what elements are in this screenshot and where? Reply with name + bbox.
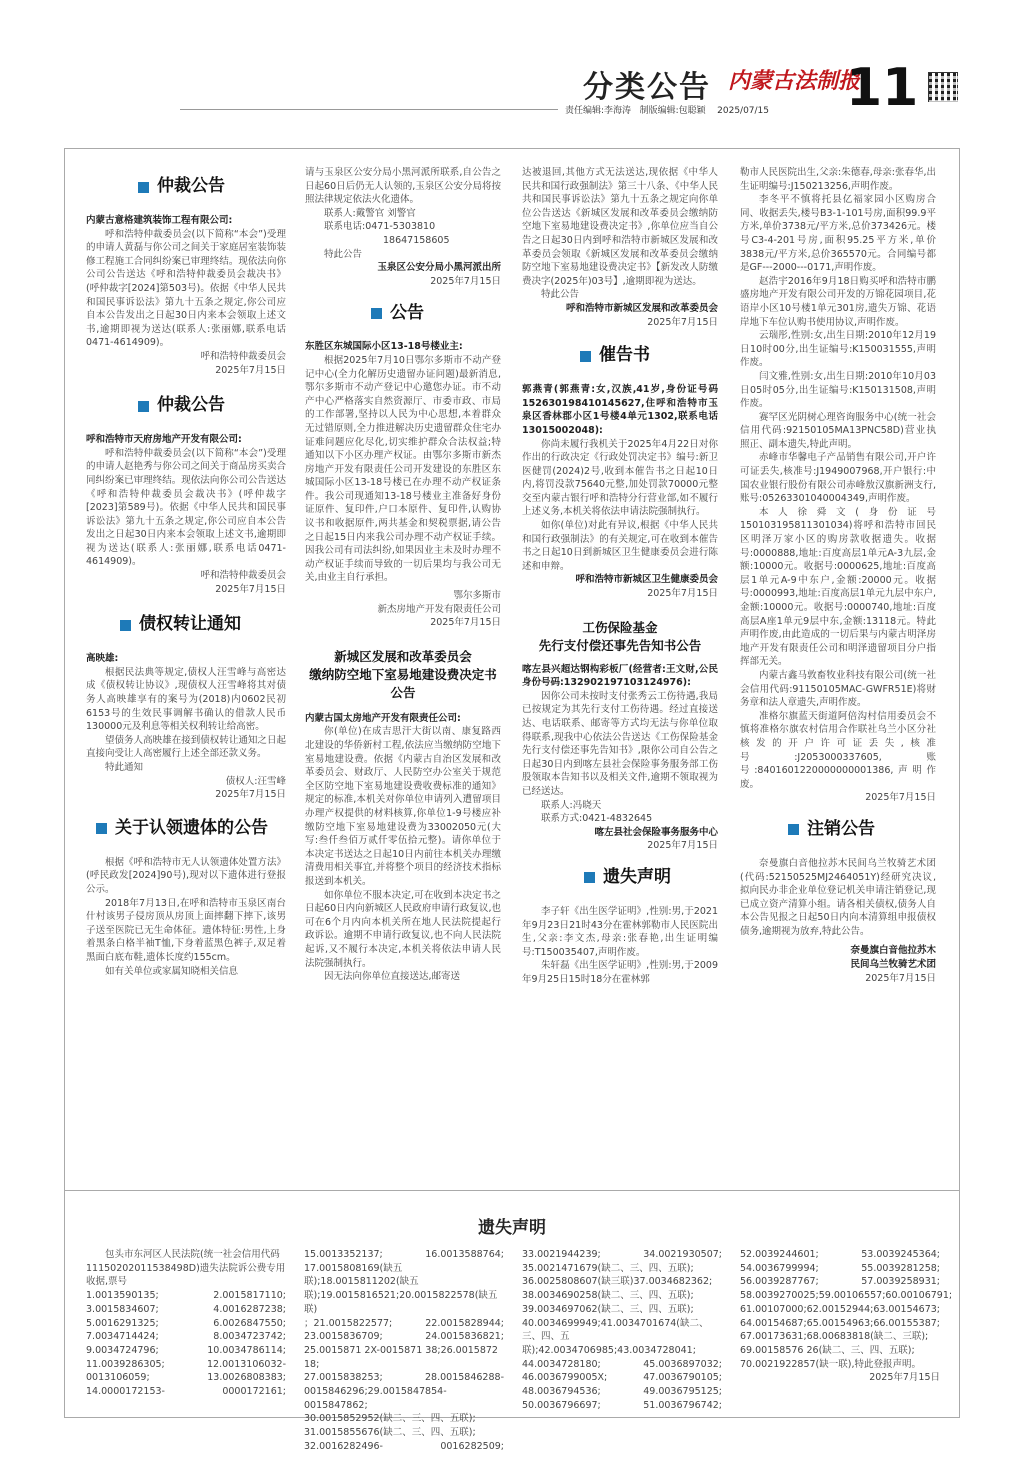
paragraph: 望债务人高映雄在接到债权转让通知之日起直接向受让人高密履行上述全部还款义务。 xyxy=(86,734,286,760)
receipt-number: 0000172161; xyxy=(222,1386,286,1398)
receipt-number: 5.0016291325; xyxy=(86,1317,159,1329)
receipt-number: 28.0015846288- xyxy=(425,1372,504,1384)
receipt-number: 54.0036799994; xyxy=(740,1262,819,1274)
paragraph: 达被退回,其他方式无法送达,现依据《中华人民共和国行政强制法》第三十八条、《中华人民共和国民事诉讼法》第九十五条之规定向你单位公告送达《新城区发展和改革委员会缴纳防空地下室易地建设费决定书》,你单位应当自公告之日起30日内到呼和浩特市新城区发展和改革委员会领取《新城区发展和改革委员会缴纳防空地下室易地建设费决定书》【新发改人防缴费决字(2025年)03号】,逾期即视为送达。 xyxy=(522,167,718,287)
receipt-number: 40.0034699949;41.0034701674(缺二、三、四、五联);42.0034706985;43.0034728041; xyxy=(522,1317,709,1356)
paragraph: 根据2025年7月10日鄂尔多斯市不动产登记中心(全力化解历史遗留办证问题)最新消息,鄂尔多斯市不动产登记中心邀您办证。市不动产中心严格落实自然资源厅、市委市政、市局的工作部署,坚持以人民为中心思想,本着群众无过错原则,全力推进解决历史遗留群众住宅办证难问题应化尽化,切实维护群众合法权益;特通知以下小区办理产权证。由鄂尔多斯市新杰房地产开发有限责任公司开发建设的东胜区东城国际小区13-18号楼已在办理不动产权证条件。我公司现通知13-18号楼业主准备好身份证原件、复印件,户口本原件、复印件,认购协议书和收据原件,两共基金和契税票据,请公告之日起15日内来我公司办理不动产权证手续。因我公司有司法纠纷,如果因业主未及时办理不动产权证手续而导致的一切后果均与我公司无关,由业主自行承担。 xyxy=(305,354,501,584)
addressee: 喀左县兴超达钢构彩板厂(经营者:王文财,公民身份号码:132902197103124976): xyxy=(522,663,718,689)
receipt-number: 64.00154687;65.00154963;66.00155387; xyxy=(740,1317,940,1329)
designer-credit: 制版编辑:包聪颖 xyxy=(639,106,706,116)
lost-receipt-row xyxy=(86,1330,286,1344)
lost-receipt-row xyxy=(740,1344,940,1358)
lost-notice-title: 遗失声明 xyxy=(478,1218,546,1238)
date: 2025年7月15日 xyxy=(647,588,718,600)
receipt-number: 35.0021471679(缺二、三、四、五联); xyxy=(522,1262,694,1274)
receipt-number: 47.0036790105; xyxy=(643,1372,722,1384)
paragraph: 赛罕区光阴树心理咨询服务中心(统一社会信用代码:92150105MA13PNC58D)营业执照正、副本遗失,特此声明。 xyxy=(740,411,936,450)
lost-receipt-row xyxy=(304,1371,504,1385)
paragraph: 呼和浩特仲裁委员会(以下简称“本会”)受理的申请人黄磊与你公司之间关于家庭居室装饰装修工程施工合同纠纷案已审理终结。现依法向你公司公告送达《呼和浩特仲裁委员会裁决书》(呼仲裁字[2024]第503号)。依据《中华人民共和国民事诉讼法》第九十五条之规定,你公司应自本公告发出之日起30日内来本会领取上述文书,逾期即视为送达(联系人:张丽娜,联系电话0471-4614909)。 xyxy=(86,228,286,349)
receipt-number: 0016282509; xyxy=(440,1440,504,1452)
paragraph: 闫文雅,性别:女,出生日期:2010年10月03日05时05分,出生证编号:K150131508,声明作废。 xyxy=(740,370,936,410)
editor-credit: 责任编辑:李海涛 xyxy=(565,106,632,116)
paragraph: 奈曼旗白音他拉苏木民间乌兰牧骑艺术团(代码:52150525MJ2464051Y)经研究决议,拟向民办非企业单位登记机关申请注销登记,现已成立资产清算小组。请各相关债权,债务人自本公告见报之日起50日内向本清算组申报债权债务,逾期视为放弃,特此公告。 xyxy=(740,857,936,937)
lost-receipt-row xyxy=(304,1344,504,1371)
lost-column-1 xyxy=(86,1248,286,1399)
lost-receipt-row xyxy=(86,1317,286,1331)
paragraph: 特此通知 xyxy=(105,762,144,773)
heading-arbitration-2: 仲裁公告 xyxy=(138,395,286,417)
addressee: 内蒙古国太房地产开发有限责任公司: xyxy=(305,712,461,724)
receipt-number: 55.0039281258; xyxy=(861,1262,940,1274)
receipt-number: 50.0036796697; xyxy=(522,1399,601,1411)
paragraph: 你尚未履行我机关于2025年4月22日对你作出的行政决定《行政处罚决定书》编号:新卫医健罚(2024)2号,收到本催告书之日起10日内,将罚没款75640元整,加处罚款70000元整交至内蒙古银行呼和浩特分行营业部,如不履行上述义务,本机关将依法申请法院强制执行。 xyxy=(522,438,718,518)
heading-arbitration-1: 仲裁公告 xyxy=(138,176,286,198)
lost-receipt-row xyxy=(304,1262,504,1317)
receipt-number: 36.0025808607(缺三联)37.0034682362; xyxy=(522,1276,713,1288)
receipt-number: 10.0034786114; xyxy=(207,1344,286,1356)
page-number: 11 xyxy=(846,58,919,118)
paragraph: 内蒙古鑫马敦畜牧业科技有限公司(统一社会信用代码:91150105MAC-GWFR51E)将财务章和法人章遗失,声明作废。 xyxy=(740,669,936,709)
lost-receipt-row xyxy=(522,1399,722,1413)
receipt-number: 17.0015808169(缺五联);18.0015811202(缺五联);19.0015816521;20.0015822578(缺五联) xyxy=(304,1262,498,1315)
receipt-number: 9.0034724796; xyxy=(86,1344,159,1356)
receipt-number: 1.0013590135; xyxy=(86,1290,159,1302)
newspaper-logo: 内蒙古法制报 xyxy=(728,68,861,94)
addressee: 呼和浩特市天府房地产开发有限公司: xyxy=(86,434,242,446)
square-bullet-icon xyxy=(96,823,107,834)
square-bullet-icon xyxy=(580,351,591,362)
square-bullet-icon xyxy=(138,182,149,193)
heading-announcement: 公告 xyxy=(371,302,501,324)
paragraph: 云瑞彤,性别:女,出生日期:2010年12月19日10时00分,出生证编号:K150031555,声明作废。 xyxy=(740,330,936,369)
signature: 呼和浩特市新城区卫生健康委员会 xyxy=(575,574,718,586)
receipt-number: 15.0013352137; xyxy=(304,1249,383,1260)
receipt-number: 13.0026808383; xyxy=(207,1372,286,1384)
receipt-number: 12.0013106032- xyxy=(207,1358,286,1370)
receipt-number: 7.0034714424; xyxy=(86,1331,159,1343)
paragraph: 如有关单位或家属知晓相关信息 xyxy=(105,965,239,977)
signature: 债权人:汪雪峰 xyxy=(225,775,286,787)
signature: 喀左县社会保险事务服务中心 xyxy=(594,826,718,838)
receipt-number: 39.0034697062(缺二、三、四、五联); xyxy=(522,1303,694,1315)
paragraph: 赤峰市华馨电子产品销售有限公司,开户许可证丢失,核准号:J1949007968,开户银行:中国农业银行股份有限公司赤峰敖汉旗新洲支行,账号:05263301040004349,声明作废。 xyxy=(740,452,936,505)
paragraph: 请与玉泉区公安分局小黑河派所联系,自公告之日起60日后仍无人认领的,玉泉区公安分局将按照法律规定依法火化遗体。 xyxy=(305,167,501,206)
contact: 联系人:冯晓天 xyxy=(541,799,602,811)
receipt-number: 61.00107000;62.00152944;63.00154673; xyxy=(740,1303,940,1315)
signature: 呼和浩特市新城区发展和改革委员会 xyxy=(565,302,718,314)
lost-column-3 xyxy=(522,1248,722,1412)
column-3 xyxy=(522,166,718,987)
signature: 呼和浩特仲裁委员会 xyxy=(200,350,286,362)
heading-injury-insurance: 工伤保险基金 先行支付偿还事先告知书公告 xyxy=(538,619,702,653)
paragraph: 因你公司未按时支付张秀云工伤待遇,我局已按规定为其先行支付工伤待遇。经过直接送达、电话联系、邮寄等方式均无法与你单位取得联系,现我中心依法公告送达《工伤保险基金先行支付偿还事先告知书》,限你公司自公告之日起30日内到喀左县社会保险事务服务部工伤股领取本告知书以及相关文件,逾期不领取视为已经送达。 xyxy=(522,690,718,797)
paragraph: 因无法向你单位直接送达,邮寄送 xyxy=(324,971,461,983)
receipt-number: 57.0039258931; xyxy=(861,1276,940,1288)
lost-receipt-row xyxy=(304,1426,504,1440)
signature: 奈曼旗白音他拉苏木 xyxy=(850,945,936,957)
signature: 呼和浩特仲裁委员会 xyxy=(200,570,286,582)
column-4 xyxy=(740,166,936,985)
receipt-number: 51.0036796742; xyxy=(643,1399,722,1411)
receipt-number: 52.0039244601; xyxy=(740,1249,819,1260)
receipt-number: 0015846296;29.0015847854-0015847862; xyxy=(304,1386,447,1411)
square-bullet-icon xyxy=(138,401,149,412)
lost-date: 2025年7月15日 xyxy=(869,1372,940,1384)
receipt-number: 33.0021944239; xyxy=(522,1249,601,1260)
header-rule xyxy=(180,109,558,110)
heading-lost-notice: 遗失声明 xyxy=(584,867,718,889)
addressee: 郭燕青(郭燕青:女,汉族,41岁,身份证号码152630198410145627,住呼和浩特市玉泉区香林郡小区1号楼4单元1302,联系电话13015002048): xyxy=(522,384,718,436)
lost-receipt-row xyxy=(522,1275,722,1289)
lost-receipt-row xyxy=(522,1371,722,1385)
column-2 xyxy=(305,166,501,984)
paragraph: 勒市人民医院出生,父亲:朱德春,母亲:张春华,出生证明编号:J150213256,声明作废。 xyxy=(740,167,936,192)
signature: 玉泉区公安分局小黑河派出所 xyxy=(377,262,501,274)
header-meta xyxy=(565,103,769,116)
paragraph: 如你(单位)对此有异议,根据《中华人民共和国行政强制法》的有关规定,可在收到本催告书之日起10日到新城区卫生健康委员会进行陈述和申辩。 xyxy=(522,520,718,572)
receipt-number: 70.0021922857(缺一联),特此登报声明。 xyxy=(740,1358,921,1370)
lost-receipt-row xyxy=(522,1358,722,1372)
date: 2025年7月15日 xyxy=(865,792,936,804)
date: 2025年7月15日 xyxy=(215,789,286,801)
receipt-number: 16.0013588764; xyxy=(425,1249,504,1260)
addressee: 东胜区东城国际小区13-18号楼业主: xyxy=(305,341,463,353)
paragraph: 你(单位)在成吉思汗大街以南、康复路西北建设的华侨新村工程,依法应当缴纳防空地下室易地建设费。依据《内蒙古自治区发展和改革委员会、财政厅、人民防空办公室关于规范全区防空地下室易地建设费收费标准的通知》规定的标准,本机关对你单位申请列入遭留项目办理产权提供的材料核算,你单位1-9号楼应补缴防空地下室易地建设费为33002050元(大写:叁仟叁佰万贰仟零伍拾元整)。请你单位于本决定书送达之日起10日内前往本机关办理缴清费用相关事宜,并将整个项目的经济技术指标报送到本机关。 xyxy=(305,726,501,887)
date: 2025年7月15日 xyxy=(647,840,718,852)
receipt-number: 46.0036799005X; xyxy=(522,1372,608,1384)
lost-receipt-row xyxy=(86,1303,286,1317)
paragraph: 2018年7月13日,在呼和浩特市玉泉区南台什村该男子侵房顶从房顶上面摔翻下摔下,该男子送至医院已无生命体征。遗体特征:男性,上身着黑条白格半袖T恤,下身着蓝黑色裤子,双足着黑面白底布鞋,遗体长度约155cm。 xyxy=(86,897,286,963)
page-header xyxy=(0,0,1024,140)
paragraph: 李子轩《出生医学证明》,性别:男,于2021年9月23日21时43分在霍林郭勒市人民医院出生,父亲:李文杰,母亲:张春艳,出生证明编号:T150035407,声明作废。 xyxy=(522,905,718,958)
signature: 鄂尔多斯市 xyxy=(453,590,501,602)
lost-receipt-row xyxy=(740,1303,940,1317)
receipt-number: 56.0039287767; xyxy=(740,1276,819,1288)
date: 2025年7月15日 xyxy=(865,972,936,984)
lost-receipt-row xyxy=(740,1358,940,1372)
receipt-number: 38.0034690258(缺二、三、四、五联); xyxy=(522,1290,694,1302)
heading-debt-transfer: 债权转让通知 xyxy=(120,614,286,636)
date: 2025年7月15日 xyxy=(647,316,718,328)
signature: 新杰房地产开发有限责任公司 xyxy=(377,603,501,615)
lost-intro: 包头市东河区人民法院(统一社会信用代码11150202011538498D)遗失法院诉公费专用收据,票号 xyxy=(86,1249,286,1288)
receipt-number: 30.0015852952(缺二、三、四、五联); xyxy=(304,1413,476,1425)
paragraph: 本人徐舜文(身份证号150103195811301034)将呼和浩特市回民区明泽万家小区的购房款收据遗失。收据号:0000888,地址:百度高层1单元A-3九层,金额:10000元。收据号:0000625,地址:百度高层1单元A-9中东户,金额:20000元。收据号:0000993,地址:百度高层1单元九层中东户,金额:10000元。收据号:0000740,地址:百度高层A座1单元9层中东,金额:13118元。特此声明作废,由此造成的一切后果与内蒙古明泽房地产开发有限责任公司和明泽遗留项目分户指挥部无关。 xyxy=(740,506,936,668)
date: 2025年7月15日 xyxy=(215,364,286,376)
receipt-number: 31.0015855676(缺二、三、四、五联); xyxy=(304,1427,476,1439)
heading-reminder: 催告书 xyxy=(580,345,718,367)
heading-defense-fee: 新城区发展和改革委员会 缴纳防空地下室易地建设费决定书公告 xyxy=(309,648,497,700)
lost-receipt-row xyxy=(740,1317,940,1331)
date: 2025年7月15日 xyxy=(215,583,286,595)
receipt-number: 27.0015838253; xyxy=(304,1372,383,1384)
lost-receipt-row xyxy=(86,1344,286,1358)
receipt-number: 45.0036897032; xyxy=(643,1358,722,1370)
receipt-number: 32.0016282496- xyxy=(304,1440,383,1452)
lost-receipt-row xyxy=(522,1262,722,1276)
receipt-number: ；21.0015822577; xyxy=(304,1317,393,1329)
receipt-number: 14.0000172153- xyxy=(86,1386,165,1398)
receipt-number: 53.0039245364; xyxy=(861,1249,940,1260)
receipt-number: 0013106059; xyxy=(86,1372,150,1384)
lost-receipt-row xyxy=(740,1248,940,1262)
receipt-number: 24.0015836821; xyxy=(425,1331,504,1343)
contact: 联系方式:0421-4832645 xyxy=(541,813,653,825)
contact: 18647158605 xyxy=(383,234,450,246)
notice: 特此公告 xyxy=(541,289,580,301)
date: 2025年7月15日 xyxy=(430,275,501,287)
square-bullet-icon xyxy=(120,620,131,631)
lost-receipt-row xyxy=(304,1330,504,1344)
receipt-number: 3.0015834607; xyxy=(86,1303,159,1315)
lost-receipt-row xyxy=(522,1248,722,1262)
square-bullet-icon xyxy=(584,872,595,883)
notice: 特此公告 xyxy=(324,248,363,260)
lost-receipt-row xyxy=(86,1371,286,1385)
lost-receipt-row xyxy=(304,1440,504,1454)
receipt-number: 25.0015871 2X-0015871 38;26.0015872 18; xyxy=(304,1344,498,1370)
lost-receipt-row xyxy=(86,1358,286,1372)
receipt-number: 48.0036794536; xyxy=(522,1386,601,1398)
lost-receipt-row xyxy=(740,1330,940,1344)
receipt-number: 2.0015817110; xyxy=(213,1290,286,1302)
paragraph: 准格尔旗蓝天街道阿倍沟村信用委员会不慎将准格尔旗农村信用合作联社乌兰小区分社核发的开户许可证丢失,核准号:J2053000337605,账号:8401601220000000001386,声明作废。 xyxy=(740,710,936,790)
lost-section-divider xyxy=(64,1190,960,1191)
heading-remains-claim: 关于认领遗体的公告 xyxy=(96,818,286,840)
heading-deregistration: 注销公告 xyxy=(788,819,936,841)
receipt-number: 34.0021930507; xyxy=(643,1249,722,1260)
lost-column-2 xyxy=(304,1248,504,1454)
contact: 联系电话:0471-5303810 xyxy=(324,221,436,233)
receipt-number: 67.00173631;68.00683818(缺二、三联); xyxy=(740,1331,929,1343)
lost-receipt-row xyxy=(86,1289,286,1303)
receipt-number: 11.0039286305; xyxy=(86,1358,165,1370)
section-title: 分类公告 xyxy=(583,70,711,105)
contact: 联系人:戴警官 刘警官 xyxy=(324,207,416,219)
addressee: 高映雄: xyxy=(86,653,119,665)
lost-receipt-row xyxy=(740,1289,953,1303)
paragraph: 根据《呼和浩特市无人认领遗体处置方法》(呼民政发[2024]90号),现对以下遗体进行登报公示。 xyxy=(86,856,286,895)
receipt-number: 6.0026847550; xyxy=(213,1317,286,1329)
date: 2025年7月15日 xyxy=(430,617,501,629)
lost-receipt-row xyxy=(522,1289,722,1303)
lost-receipt-row xyxy=(304,1412,504,1426)
lost-receipt-row xyxy=(304,1248,504,1262)
lost-receipt-row xyxy=(86,1385,286,1399)
column-1 xyxy=(86,166,286,978)
receipt-number: 58.0039270025;59.00106557;60.00106791; xyxy=(740,1290,953,1302)
receipt-number: 4.0016287238; xyxy=(213,1303,286,1315)
receipt-number: 23.0015836709; xyxy=(304,1331,383,1343)
addressee: 内蒙古意格建筑装饰工程有限公司: xyxy=(86,215,233,226)
lost-receipt-row xyxy=(740,1262,940,1276)
issue-date: 2025/07/15 xyxy=(717,106,770,116)
paragraph: 赵浩宇2016年9月18日购买呼和浩特市鹏盛房地产开发有限公司开发的万锦花园项目,花语岸小区10号楼1单元301房,遗失万锦、花语岸地下车位认购书使用协议,声明作废。 xyxy=(740,275,936,328)
lost-receipt-row xyxy=(522,1385,722,1399)
receipt-number: 44.0034728180; xyxy=(522,1358,601,1370)
receipt-number: 8.0034723742; xyxy=(213,1331,286,1343)
paragraph: 呼和浩特仲裁委员会(以下简称“本会”)受理的申请人赵艳秀与你公司之间关于商品房买卖合同纠纷案已审理终结。现依法向你公司公告送达《呼和浩特仲裁委员会裁决书》(呼仲裁字[2023]第589号)。依据《中华人民共和国民事诉讼法》第九十五条之规定,你公司应自本公告发出之日起30日内来本会领取上述文书,逾期即视为送达(联系人:张丽娜,联系电话0471-4614909)。 xyxy=(86,447,286,568)
lost-receipt-row xyxy=(304,1317,504,1331)
lost-column-4 xyxy=(740,1248,953,1385)
lost-receipt-row xyxy=(522,1303,722,1317)
signature: 民间乌兰牧骑艺术团 xyxy=(850,959,936,971)
paragraph: 如你单位不服本决定,可在收到本决定书之日起60日内向新城区人民政府申请行政复议,也可在6个月内向本机关所在地人民法院提起行政诉讼。逾期不申请行政复议,也不向人民法院起诉,又不履行本决定,本机关将依法申请人民法院强制执行。 xyxy=(305,889,501,969)
qr-code-icon xyxy=(928,72,958,102)
square-bullet-icon xyxy=(788,824,799,835)
lost-receipt-row xyxy=(304,1385,504,1412)
lost-receipt-row xyxy=(740,1275,940,1289)
receipt-number: 22.0015828944; xyxy=(425,1317,504,1329)
receipt-number: 69.00158576 26(缺二、三、四、五联); xyxy=(740,1344,915,1356)
lost-receipt-row xyxy=(522,1317,722,1358)
paragraph: 李冬平不慎将托县亿福家园小区购房合同、收据丢失,楼号B3-1-101号房,面积99.9平方米,单价3738元/平方米,总价373426元。楼号C3-4-201号房,面积95.25平方米,单价3838元/平方米,总价365570元。合同编号都是GF---2000---0171,声明作废。 xyxy=(740,194,936,274)
paragraph: 朱轩磊《出生医学证明》,性别:男,于2009年9月25日15时18分在霍林郭 xyxy=(522,960,718,985)
square-bullet-icon xyxy=(371,308,382,319)
paragraph: 根据民法典等规定,债权人汪雪峰与高密达成《债权转让协议》,现债权人汪雪峰将其对债务人高映雄享有的案号为(2018)内0602民初6153号的生效民事调解书确认的借款人民币130000元及利息等相关权利转让给高密。 xyxy=(86,666,286,733)
receipt-number: 49.0036795125; xyxy=(643,1386,722,1398)
